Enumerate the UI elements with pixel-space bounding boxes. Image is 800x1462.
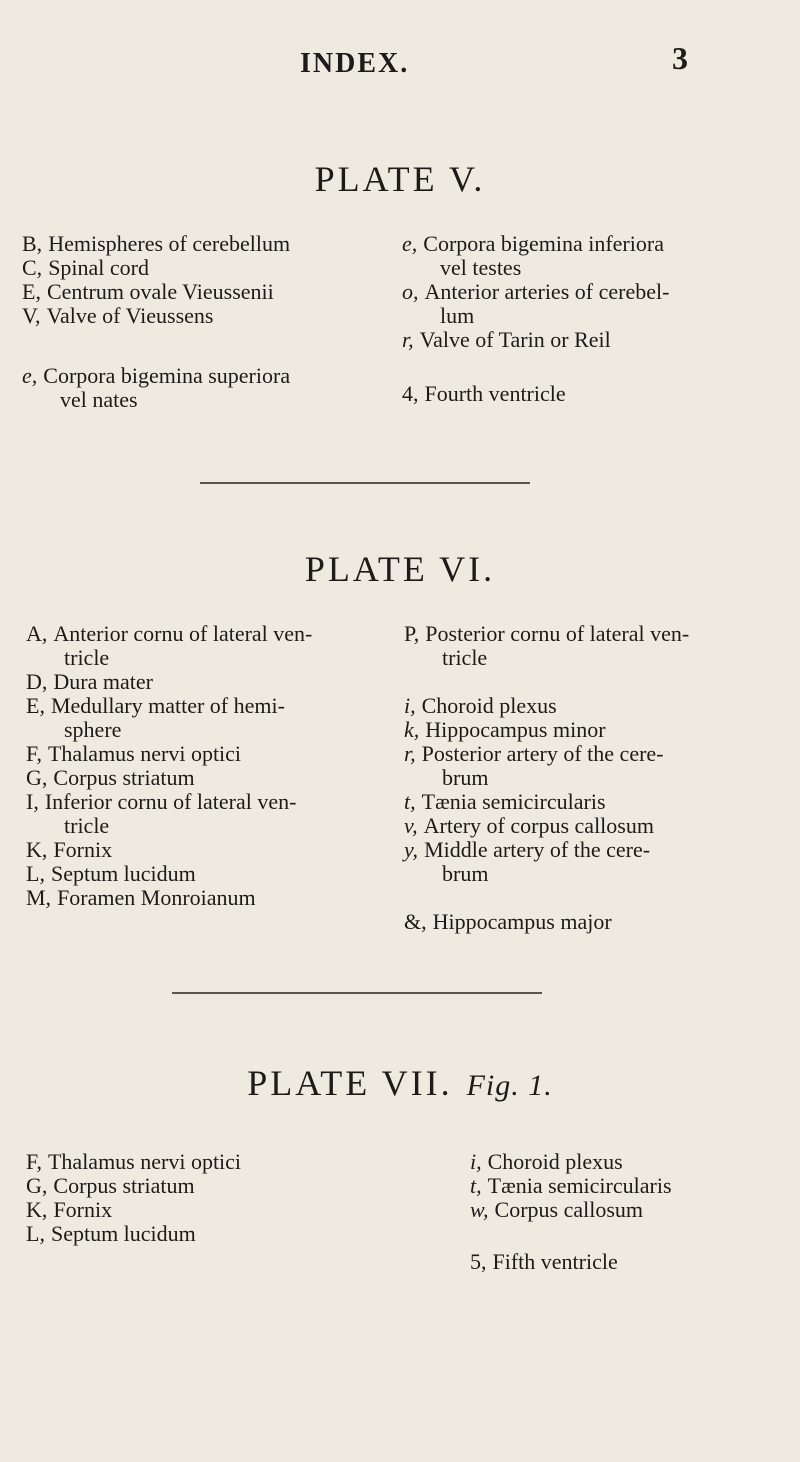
entry-text: Spinal cord	[48, 255, 150, 280]
entry-key: i,	[404, 693, 416, 718]
entry-continuation: brum	[442, 765, 489, 790]
entry-text: Corpora bigemina superiora	[43, 363, 291, 388]
entry-text: Fourth ventricle	[424, 381, 566, 406]
index-entry	[470, 1250, 790, 1274]
entry-continuation: brum	[442, 861, 489, 886]
entry-text: Corpora bigemina inferiora	[423, 231, 664, 256]
index-entry	[26, 886, 386, 910]
index-entry	[26, 1222, 386, 1246]
plate-6-left-column	[26, 622, 386, 910]
entry-text: Hemispheres of cerebellum	[48, 231, 291, 256]
entry-key: r,	[402, 327, 414, 352]
plate-5-right-column	[402, 232, 792, 406]
entry-key: i,	[470, 1149, 482, 1174]
entry-key: P,	[404, 621, 420, 646]
figure-number: Fig. 1.	[466, 1069, 553, 1102]
entry-text: Inferior cornu of lateral ven-	[44, 789, 297, 814]
index-entry	[22, 232, 362, 256]
index-entry	[402, 280, 792, 328]
index-entry	[22, 304, 362, 328]
entry-key: y,	[404, 837, 419, 862]
entry-key: G,	[26, 765, 48, 790]
entry-text: Anterior arteries of cerebel-	[424, 279, 670, 304]
index-entry	[404, 910, 794, 934]
entry-key: 5,	[470, 1249, 487, 1274]
entry-text: Fornix	[53, 1197, 113, 1222]
index-entry	[402, 232, 792, 280]
entry-continuation: lum	[440, 303, 475, 328]
entry-text: Corpus callosum	[494, 1197, 644, 1222]
entry-key: t,	[404, 789, 416, 814]
entry-continuation: sphere	[64, 717, 122, 742]
entry-continuation: vel testes	[440, 255, 522, 280]
plate-7-title-text: PLATE VII.	[247, 1063, 453, 1103]
entry-text: Posterior artery of the cere-	[421, 741, 664, 766]
entry-text: Tænia semicircularis	[487, 1173, 672, 1198]
plate-6-title: PLATE VI.	[304, 549, 496, 589]
index-entry	[26, 862, 386, 886]
plate-7-title	[0, 1062, 800, 1104]
section-divider	[200, 482, 530, 484]
entry-key: v,	[404, 813, 418, 838]
entry-text: Foramen Monroianum	[57, 885, 256, 910]
entry-text: Fifth ventricle	[492, 1249, 618, 1274]
entry-key: 4,	[402, 381, 419, 406]
index-entry	[26, 1198, 386, 1222]
page-header	[0, 40, 800, 88]
entry-key: L,	[26, 861, 45, 886]
entry-continuation: vel nates	[60, 387, 138, 412]
entry-text: Septum lucidum	[50, 1221, 196, 1246]
index-entry	[470, 1174, 790, 1198]
entry-text: Corpus striatum	[53, 765, 195, 790]
index-entry	[26, 670, 386, 694]
entry-continuation: tricle	[64, 645, 110, 670]
entry-key: &,	[404, 909, 427, 934]
entry-key: L,	[26, 1221, 45, 1246]
index-entry	[404, 838, 794, 886]
index-entry	[404, 694, 794, 718]
entry-text: Centrum ovale Vieussenii	[46, 279, 274, 304]
entry-text: Corpus striatum	[53, 1173, 195, 1198]
entry-key: K,	[26, 837, 48, 862]
index-entry	[404, 790, 794, 814]
entry-text: Tænia semicircularis	[421, 789, 606, 814]
entry-text: Artery of corpus callosum	[423, 813, 654, 838]
entry-text: Medullary matter of hemi-	[50, 693, 285, 718]
index-entry	[402, 382, 792, 406]
entry-text: Thalamus nervi optici	[47, 1149, 242, 1174]
plate-7-left-column	[26, 1150, 386, 1246]
index-entry	[404, 742, 794, 790]
plate-7-right-column	[470, 1150, 790, 1274]
plate-5-left-column	[22, 232, 362, 412]
section-divider	[172, 992, 542, 994]
index-entry	[26, 694, 386, 742]
entry-key: V,	[22, 303, 41, 328]
entry-key: C,	[22, 255, 43, 280]
entry-key: A,	[26, 621, 48, 646]
entry-key: o,	[402, 279, 419, 304]
entry-key: K,	[26, 1197, 48, 1222]
entry-text: Choroid plexus	[421, 693, 557, 718]
entry-text: Anterior cornu of lateral ven-	[53, 621, 313, 646]
entry-key: D,	[26, 669, 48, 694]
entry-text: Middle artery of the cere-	[424, 837, 651, 862]
entry-text: Posterior cornu of lateral ven-	[425, 621, 690, 646]
entry-key: t,	[470, 1173, 482, 1198]
index-entry	[22, 280, 362, 304]
index-entry	[26, 766, 386, 790]
entry-text: Hippocampus major	[432, 909, 612, 934]
index-entry	[26, 790, 386, 838]
entry-text: Choroid plexus	[487, 1149, 623, 1174]
plate-5-title: PLATE V.	[314, 159, 486, 199]
entry-key: e,	[22, 363, 38, 388]
entry-text: Dura mater	[53, 669, 153, 694]
entry-key: M,	[26, 885, 52, 910]
index-entry	[26, 1150, 386, 1174]
index-entry	[470, 1198, 790, 1222]
running-title: INDEX.	[300, 48, 410, 79]
entry-continuation: tricle	[442, 645, 488, 670]
index-entry	[26, 622, 386, 670]
entry-key: G,	[26, 1173, 48, 1198]
entry-continuation: tricle	[64, 813, 110, 838]
entry-key: w,	[470, 1197, 489, 1222]
entry-text: Valve of Vieussens	[46, 303, 214, 328]
entry-text: Fornix	[53, 837, 113, 862]
index-entry	[402, 328, 792, 352]
entry-key: E,	[22, 279, 41, 304]
entry-key: B,	[22, 231, 43, 256]
entry-key: E,	[26, 693, 45, 718]
plate-6-right-column	[404, 622, 794, 934]
index-entry	[22, 364, 362, 412]
entry-text: Valve of Tarin or Reil	[419, 327, 611, 352]
entry-key: e,	[402, 231, 418, 256]
entry-key: r,	[404, 741, 416, 766]
entry-text: Thalamus nervi optici	[47, 741, 242, 766]
page-number: 3	[672, 40, 688, 76]
entry-text: Septum lucidum	[50, 861, 196, 886]
index-entry	[26, 838, 386, 862]
entry-text: Hippocampus minor	[425, 717, 606, 742]
index-entry	[404, 718, 794, 742]
index-entry	[470, 1150, 790, 1174]
entry-key: F,	[26, 1149, 42, 1174]
index-entry	[404, 622, 794, 670]
index-entry	[22, 256, 362, 280]
entry-key: I,	[26, 789, 39, 814]
entry-key: k,	[404, 717, 420, 742]
index-entry	[404, 814, 794, 838]
index-entry	[26, 742, 386, 766]
entry-key: F,	[26, 741, 42, 766]
index-entry	[26, 1174, 386, 1198]
